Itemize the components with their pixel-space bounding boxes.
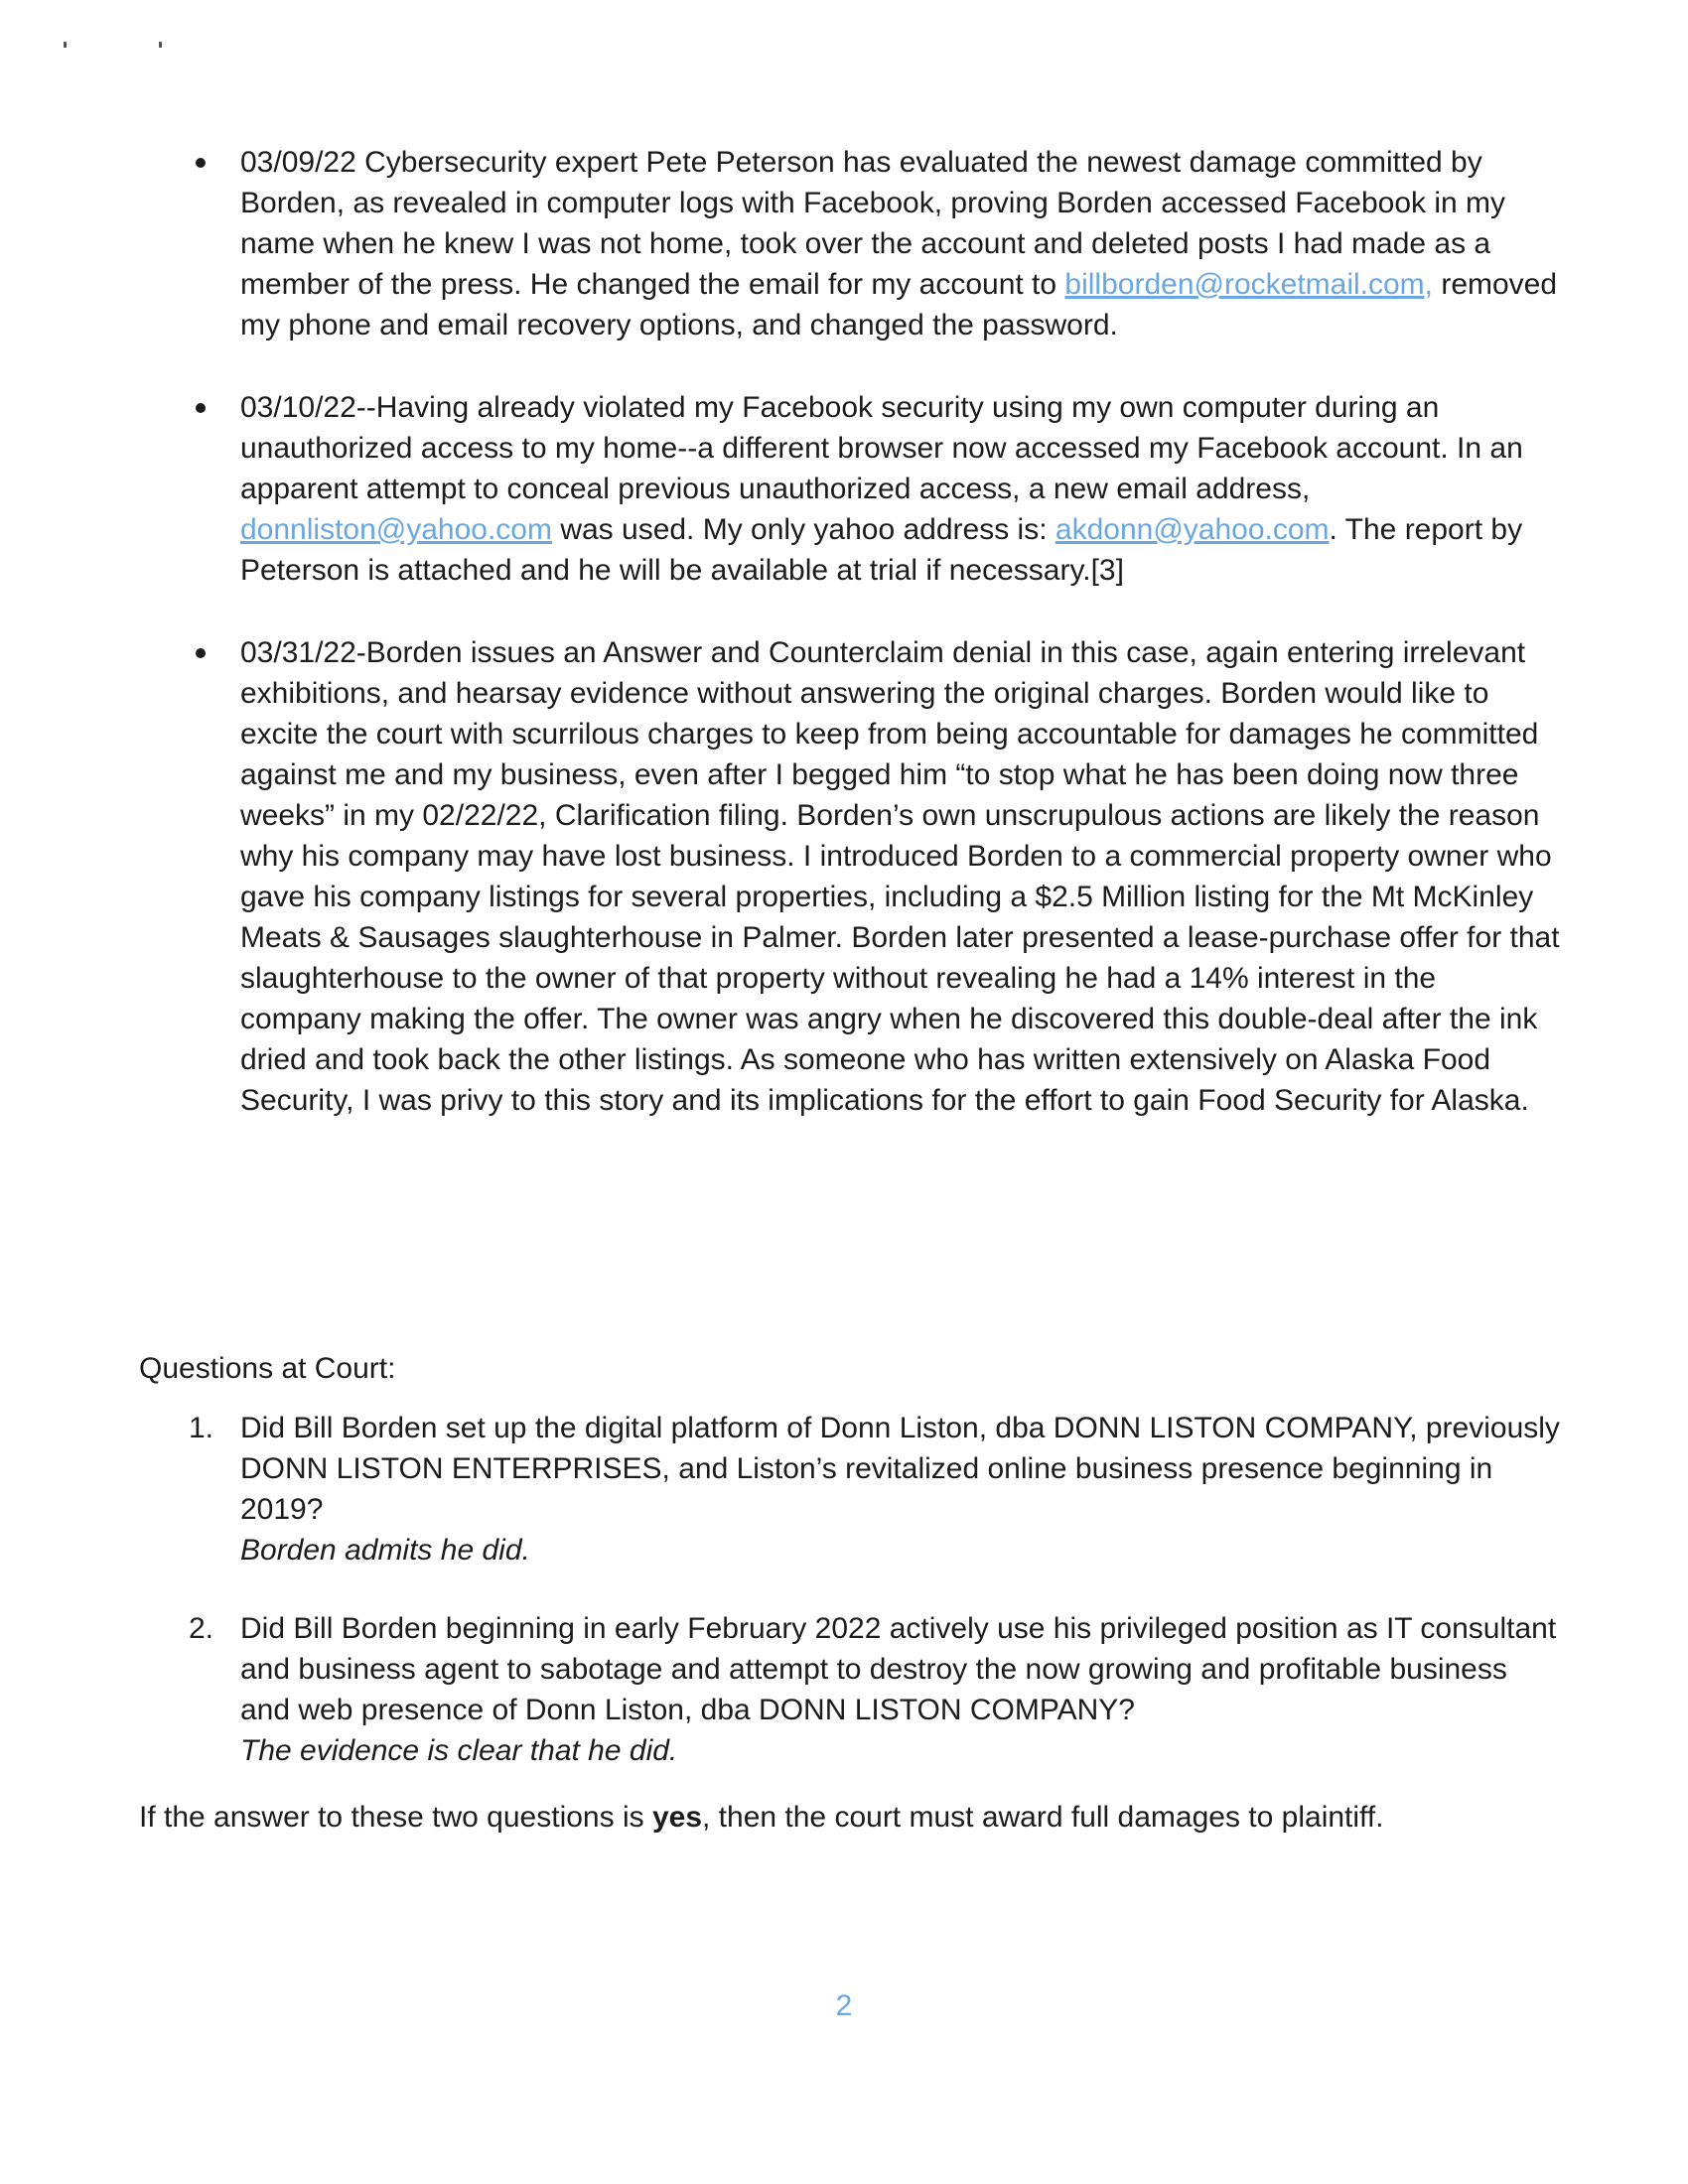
bullet-text: was used. My only yahoo address is: [551, 513, 1055, 546]
scan-artifact-mark [64, 42, 67, 48]
bullet-item-0309 [184, 142, 1564, 345]
question-item-2 [184, 1608, 1564, 1771]
bullet-text: . The report by Peterson is attached and he will be available at trial if necessary.[3] [240, 513, 1523, 587]
bullet-text: 03/31/22-Borden issues an Answer and Counterclaim denial in this case, again entering irrelevant exhibitions, and hearsay evidence without answering the original charges. Borden would like to excite the court with scurrilous charges to keep from being accountable for damages he committed against me and my business, even after I begged him “to stop what he has been doing now three weeks” in my 02/22/22, Clarification filing. Borden’s own unscrupulous actions are likely the reason why his company may have lost business. I introduced Borden to a commercial property owner who gave his company listings for several properties, including a $2.5 Million listing for the Mt McKinley Meats & Sausages slaughterhouse in Palmer. Borden later presented a lease-purchase offer for that slaughterhouse to the owner of that property without revealing he had a 14% interest in the company making the offer. The owner was angry when he discovered this double-deal after the ink dried and took back the other listings. As someone who has written extensively on Alaska Food Security, I was privy to this story and its implications for the effort to gain Food Security for Alaska. [240, 636, 1560, 1117]
question-number: 2. [189, 1612, 214, 1645]
questions-heading: Questions at Court: [139, 1352, 396, 1385]
conclusion-emphasis: yes [651, 1801, 703, 1834]
bullet-text: 03/10/22--Having already violated my Facebook security using my own computer during an unauthorized access to my home--a different browser now accessed my Facebook account. In an apparent attempt to conceal previous unauthorized access, a new email address, [240, 391, 1523, 505]
questions-list [184, 1408, 1564, 1809]
question-answer: Borden admits he did. [240, 1534, 530, 1567]
conclusion-paragraph [139, 1797, 1579, 1838]
bullet-item-0310 [184, 387, 1564, 591]
event-bullet-list [184, 142, 1564, 1162]
email-link-akdonn[interactable]: akdonn@yahoo.com [1055, 513, 1330, 546]
question-answer: The evidence is clear that he did. [240, 1734, 678, 1767]
page-number: 2 [835, 1989, 853, 2022]
question-text: Did Bill Borden beginning in early February 2022 actively use his privileged position as IT consultant and business agent to sabotage and attempt to destroy the now growing and profitable business and web presence of Donn Liston, dba DONN LISTON COMPANY? [240, 1612, 1557, 1726]
bullet-text: 03/09/22 Cybersecurity expert Pete Peterson has evaluated the newest damage committed by Borden, as revealed in computer logs with Facebook, proving Borden accessed Facebook in my name when he knew I was not home, took over the account and deleted posts I had made as a member of the press. He changed the email for my account to [240, 146, 1506, 301]
conclusion-text: If the answer to these two questions is [139, 1801, 652, 1834]
email-link-donnliston[interactable]: donnliston@yahoo.com [240, 513, 552, 546]
bullet-dot-icon [196, 158, 206, 168]
scan-artifact-mark [159, 42, 162, 48]
conclusion-text: , then the court must award full damages to plaintiff. [702, 1801, 1384, 1834]
bullet-dot-icon [196, 648, 206, 658]
bullet-dot-icon [196, 403, 206, 413]
bullet-item-0331 [184, 632, 1564, 1121]
question-item-1 [184, 1408, 1564, 1570]
email-link-billborden[interactable]: billborden@rocketmail.com, [1064, 268, 1433, 301]
bullet-text: removed my phone and email recovery options, and changed the password. [240, 268, 1558, 341]
question-number: 1. [189, 1412, 214, 1444]
question-text: Did Bill Borden set up the digital platform of Donn Liston, dba DONN LISTON COMPANY, previously DONN LISTON ENTERPRISES, and Liston’s revitalized online business presence beginning in 2019? [240, 1412, 1560, 1526]
